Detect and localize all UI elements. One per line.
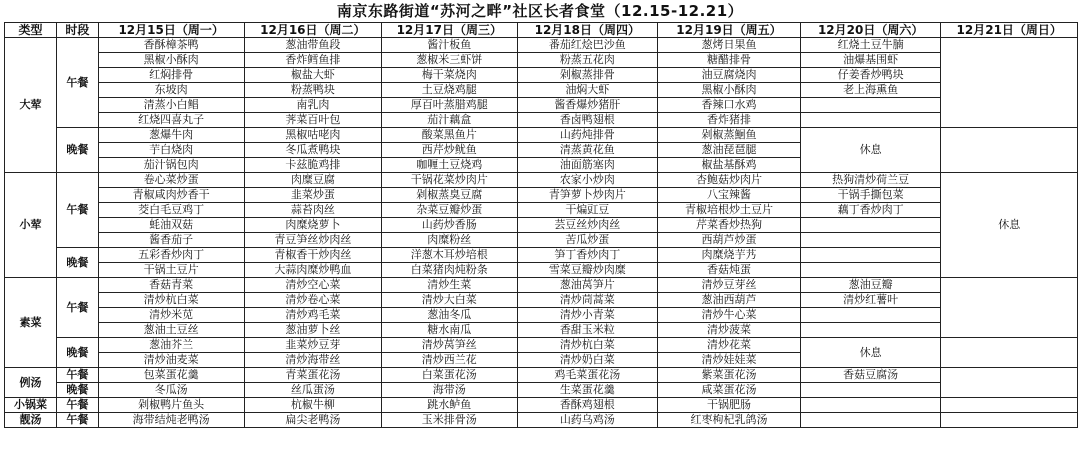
dish-cell: 葱烤日果鱼 — [658, 38, 801, 53]
dish-cell: 山药炖排骨 — [517, 128, 658, 143]
dish-cell: 鸡毛菜蛋花汤 — [517, 368, 658, 383]
rest-cell: 休息 — [800, 338, 941, 368]
dish-cell: 葱油芥兰 — [98, 338, 244, 353]
page-title: 南京东路街道“苏河之畔”社区长者食堂（12.15-12.21） — [336, 2, 744, 20]
dish-cell: 香卤鸭翅根 — [517, 113, 658, 128]
dish-cell: 西芹炒鱿鱼 — [382, 143, 517, 158]
dish-cell: 土豆烧鸡腿 — [382, 83, 517, 98]
dish-cell: 粉蒸鸭块 — [244, 83, 382, 98]
meal-label: 午餐 — [57, 38, 99, 128]
dish-cell: 清炒奶白菜 — [517, 353, 658, 368]
dish-cell: 油爆基围虾 — [800, 53, 941, 68]
dish-cell: 清炒鸡毛菜 — [244, 308, 382, 323]
dish-cell: 肉糜烧萝卜 — [244, 218, 382, 233]
dish-cell: 酱汁板鱼 — [382, 38, 517, 53]
dish-cell: 黑椒咕咾肉 — [244, 128, 382, 143]
section-label: 小荤 — [5, 173, 57, 278]
dish-cell: 蒜苔肉丝 — [244, 203, 382, 218]
dish-cell: 香菇豆腐汤 — [800, 368, 941, 383]
dish-cell: 大蒜肉糜炒鸭血 — [244, 263, 382, 278]
dish-cell: 葱油带鱼段 — [244, 38, 382, 53]
dish-cell: 西葫芦炒蛋 — [658, 233, 801, 248]
meal-label: 晚餐 — [57, 248, 99, 278]
dish-cell: 剁椒鸭片鱼头 — [98, 398, 244, 413]
dish-cell: 红枣枸杞乳鸽汤 — [658, 413, 801, 428]
dish-cell: 椒盐大虾 — [244, 68, 382, 83]
dish-cell: 卡兹脆鸡排 — [244, 158, 382, 173]
header-day: 12月19日（周五） — [658, 23, 801, 38]
dish-cell: 葱油土豆丝 — [98, 323, 244, 338]
dish-cell: 仔姜香炒鸭块 — [800, 68, 941, 83]
table-row — [5, 293, 1078, 308]
section-label: 大荤 — [5, 38, 57, 173]
dish-cell: 酸菜黑鱼片 — [382, 128, 517, 143]
dish-cell: 热狗清炒荷兰豆 — [800, 173, 941, 188]
dish-cell: 藕丁香炒肉丁 — [800, 203, 941, 218]
table-row — [5, 338, 1078, 353]
dish-cell: 酱香茄子 — [98, 233, 244, 248]
table-row — [5, 248, 1078, 263]
dish-cell: 清蒸黄花鱼 — [517, 143, 658, 158]
dish-cell: 剁椒蒸臭豆腐 — [382, 188, 517, 203]
dish-cell: 红烧四喜丸子 — [98, 113, 244, 128]
rest-cell — [941, 398, 1078, 413]
table-row — [5, 278, 1078, 293]
table-row — [5, 113, 1078, 128]
header-day: 12月18日（周四） — [517, 23, 658, 38]
section-label: 靓汤 — [5, 413, 57, 428]
dish-cell: 青椒培根炒土豆片 — [658, 203, 801, 218]
dish-cell — [800, 248, 941, 263]
meal-label: 午餐 — [57, 413, 99, 428]
dish-cell: 葱爆牛肉 — [98, 128, 244, 143]
section-label: 小锅菜 — [5, 398, 57, 413]
dish-cell: 葱椒米三虾饼 — [382, 53, 517, 68]
dish-cell: 红焖排骨 — [98, 68, 244, 83]
dish-cell: 厚百叶蒸腊鸡腿 — [382, 98, 517, 113]
rest-cell — [941, 128, 1078, 173]
dish-cell: 清蒸小白鲳 — [98, 98, 244, 113]
dish-cell — [800, 98, 941, 113]
dish-cell: 杂菜豆瓣炒蛋 — [382, 203, 517, 218]
table-row — [5, 308, 1078, 323]
dish-cell: 番茄红烩巴沙鱼 — [517, 38, 658, 53]
dish-cell: 清炒红薯叶 — [800, 293, 941, 308]
dish-cell: 酱香爆炒猪肝 — [517, 98, 658, 113]
dish-cell: 海带汤 — [382, 383, 517, 398]
dish-cell: 油面筋塞肉 — [517, 158, 658, 173]
dish-cell: 清炒西兰花 — [382, 353, 517, 368]
dish-cell: 清炒娃娃菜 — [658, 353, 801, 368]
dish-cell: 香炸鳕鱼排 — [244, 53, 382, 68]
rest-cell: 休息 — [941, 173, 1078, 278]
section-label: 例汤 — [5, 368, 57, 398]
dish-cell: 清炒卷心菜 — [244, 293, 382, 308]
dish-cell: 干锅肥肠 — [658, 398, 801, 413]
rest-cell — [800, 383, 941, 398]
table-row — [5, 233, 1078, 248]
dish-cell: 杭椒牛柳 — [244, 398, 382, 413]
header-row — [5, 23, 1078, 38]
dish-cell: 香酥鸡翅根 — [517, 398, 658, 413]
dish-cell: 肉糜烧芋艿 — [658, 248, 801, 263]
meal-label: 午餐 — [57, 278, 99, 338]
dish-cell: 清炒杭白菜 — [517, 338, 658, 353]
dish-cell: 芋白烧肉 — [98, 143, 244, 158]
dish-cell: 干煸豇豆 — [517, 203, 658, 218]
dish-cell: 清炒莴笋丝 — [382, 338, 517, 353]
dish-cell: 扁尖老鸭汤 — [244, 413, 382, 428]
header-day: 12月15日（周一） — [98, 23, 244, 38]
dish-cell: 葱油豆瓣 — [800, 278, 941, 293]
dish-cell: 老上海熏鱼 — [800, 83, 941, 98]
dish-cell: 青椒香干炒肉丝 — [244, 248, 382, 263]
table-row — [5, 398, 1078, 413]
meal-label: 午餐 — [57, 173, 99, 248]
table-row — [5, 263, 1078, 278]
dish-cell: 包菜蛋花羹 — [98, 368, 244, 383]
dish-cell: 清炒茼蒿菜 — [517, 293, 658, 308]
table-row — [5, 38, 1078, 53]
dish-cell: 冬瓜煮鸭块 — [244, 143, 382, 158]
dish-cell: 清炒牛心菜 — [658, 308, 801, 323]
dish-cell: 南乳肉 — [244, 98, 382, 113]
dish-cell: 青椒咸肉炒香干 — [98, 188, 244, 203]
dish-cell: 清炒豆芽丝 — [658, 278, 801, 293]
meal-label: 晚餐 — [57, 338, 99, 368]
dish-cell: 清炒米苋 — [98, 308, 244, 323]
rest-cell: 休息 — [800, 128, 941, 173]
dish-cell: 韭菜炒豆芽 — [244, 338, 382, 353]
dish-cell: 香菇炖蛋 — [658, 263, 801, 278]
dish-cell: 雪菜豆瓣炒肉糜 — [517, 263, 658, 278]
dish-cell: 茄汁藕盒 — [382, 113, 517, 128]
header-day: 12月17日（周三） — [382, 23, 517, 38]
dish-cell: 葱油萝卜丝 — [244, 323, 382, 338]
dish-cell: 黑椒小酥肉 — [98, 53, 244, 68]
dish-cell: 糖水南瓜 — [382, 323, 517, 338]
dish-cell: 青笋萝卜炒肉片 — [517, 188, 658, 203]
table-row — [5, 173, 1078, 188]
header-day: 12月20日（周六） — [800, 23, 941, 38]
dish-cell — [800, 308, 941, 323]
header-type: 类型 — [5, 23, 57, 38]
dish-cell: 清炒海带丝 — [244, 353, 382, 368]
dish-cell — [800, 398, 941, 413]
dish-cell: 山药乌鸡汤 — [517, 413, 658, 428]
table-row — [5, 98, 1078, 113]
dish-cell: 山药炒香肠 — [382, 218, 517, 233]
dish-cell: 白菜蛋花汤 — [382, 368, 517, 383]
dish-cell: 干锅手撕包菜 — [800, 188, 941, 203]
dish-cell: 冬瓜汤 — [98, 383, 244, 398]
dish-cell: 咖喱土豆烧鸡 — [382, 158, 517, 173]
dish-cell: 香酥樟茶鸭 — [98, 38, 244, 53]
dish-cell: 荠菜百叶包 — [244, 113, 382, 128]
table-row — [5, 188, 1078, 203]
dish-cell: 茄汁锅包肉 — [98, 158, 244, 173]
dish-cell: 丝瓜蛋汤 — [244, 383, 382, 398]
dish-cell: 白菜猪肉炖粉条 — [382, 263, 517, 278]
dish-cell: 香菇青菜 — [98, 278, 244, 293]
dish-cell: 粉蒸五花肉 — [517, 53, 658, 68]
dish-cell: 清炒生菜 — [382, 278, 517, 293]
dish-cell: 笋丁香炒肉丁 — [517, 248, 658, 263]
dish-cell: 芹菜香炒热狗 — [658, 218, 801, 233]
rest-cell — [941, 413, 1078, 428]
dish-cell — [800, 218, 941, 233]
dish-cell: 葱油琵琶腿 — [658, 143, 801, 158]
table-row — [5, 53, 1078, 68]
dish-cell: 卷心菜炒蛋 — [98, 173, 244, 188]
dish-cell: 八宝辣酱 — [658, 188, 801, 203]
table-row — [5, 383, 1078, 398]
table-row — [5, 68, 1078, 83]
dish-cell: 梅干菜烧肉 — [382, 68, 517, 83]
dish-cell: 香甜玉米粒 — [517, 323, 658, 338]
dish-cell — [800, 413, 941, 428]
menu-table — [4, 22, 1078, 428]
dish-cell: 芸豆丝炒肉丝 — [517, 218, 658, 233]
dish-cell: 香炸猪排 — [658, 113, 801, 128]
dish-cell: 椒盐基酥鸡 — [658, 158, 801, 173]
dish-cell — [800, 323, 941, 338]
dish-cell: 香辣口水鸡 — [658, 98, 801, 113]
section-label: 素菜 — [5, 278, 57, 368]
dish-cell: 糖醋排骨 — [658, 53, 801, 68]
rest-cell — [941, 278, 1078, 338]
dish-cell: 青豆笋丝炒肉丝 — [244, 233, 382, 248]
rest-cell — [941, 38, 1078, 128]
table-row — [5, 83, 1078, 98]
dish-cell: 葱油西葫芦 — [658, 293, 801, 308]
dish-cell: 清炒小青菜 — [517, 308, 658, 323]
dish-cell: 蚝油双菇 — [98, 218, 244, 233]
dish-cell: 韭菜炒蛋 — [244, 188, 382, 203]
dish-cell: 清炒大白菜 — [382, 293, 517, 308]
dish-cell: 剁椒蒸鮰鱼 — [658, 128, 801, 143]
dish-cell: 红烧土豆牛腩 — [800, 38, 941, 53]
dish-cell: 五彩香炒肉丁 — [98, 248, 244, 263]
dish-cell: 紫菜蛋花汤 — [658, 368, 801, 383]
meal-label: 晚餐 — [57, 128, 99, 173]
dish-cell: 苦瓜炒蛋 — [517, 233, 658, 248]
dish-cell: 葱油冬瓜 — [382, 308, 517, 323]
meal-label: 午餐 — [57, 398, 99, 413]
table-row — [5, 128, 1078, 143]
dish-cell: 干锅花菜炒肉片 — [382, 173, 517, 188]
rest-cell — [941, 368, 1078, 398]
table-row — [5, 413, 1078, 428]
dish-cell: 生菜蛋花羹 — [517, 383, 658, 398]
dish-cell: 东坡肉 — [98, 83, 244, 98]
dish-cell — [800, 233, 941, 248]
dish-cell: 跳水鲈鱼 — [382, 398, 517, 413]
menu-body — [5, 23, 1078, 428]
meal-label: 晚餐 — [57, 383, 99, 398]
dish-cell: 油豆腐烧肉 — [658, 68, 801, 83]
dish-cell: 黑椒小酥肉 — [658, 83, 801, 98]
dish-cell: 青菜蛋花汤 — [244, 368, 382, 383]
dish-cell: 洋葱木耳炒培根 — [382, 248, 517, 263]
meal-label: 午餐 — [57, 368, 99, 383]
dish-cell: 干锅土豆片 — [98, 263, 244, 278]
dish-cell: 清炒杭白菜 — [98, 293, 244, 308]
dish-cell: 杏鲍菇炒肉片 — [658, 173, 801, 188]
dish-cell — [800, 113, 941, 128]
dish-cell: 清炒菠菜 — [658, 323, 801, 338]
dish-cell: 清炒空心菜 — [244, 278, 382, 293]
dish-cell: 剁椒蒸排骨 — [517, 68, 658, 83]
dish-cell: 海带结炖老鸭汤 — [98, 413, 244, 428]
dish-cell: 玉米排骨汤 — [382, 413, 517, 428]
dish-cell: 清炒油麦菜 — [98, 353, 244, 368]
header-period: 时段 — [57, 23, 99, 38]
dish-cell: 农家小炒肉 — [517, 173, 658, 188]
dish-cell: 油焖大虾 — [517, 83, 658, 98]
dish-cell: 葱油莴笋片 — [517, 278, 658, 293]
rest-cell — [941, 338, 1078, 368]
header-day: 12月21日（周日） — [941, 23, 1078, 38]
header-day: 12月16日（周二） — [244, 23, 382, 38]
table-row — [5, 368, 1078, 383]
table-row — [5, 203, 1078, 218]
dish-cell: 茭白毛豆鸡丁 — [98, 203, 244, 218]
table-row — [5, 218, 1078, 233]
dish-cell — [800, 263, 941, 278]
dish-cell: 肉糜豆腐 — [244, 173, 382, 188]
table-row — [5, 323, 1078, 338]
dish-cell: 咸菜蛋花汤 — [658, 383, 801, 398]
dish-cell: 清炒花菜 — [658, 338, 801, 353]
dish-cell: 肉糜粉丝 — [382, 233, 517, 248]
